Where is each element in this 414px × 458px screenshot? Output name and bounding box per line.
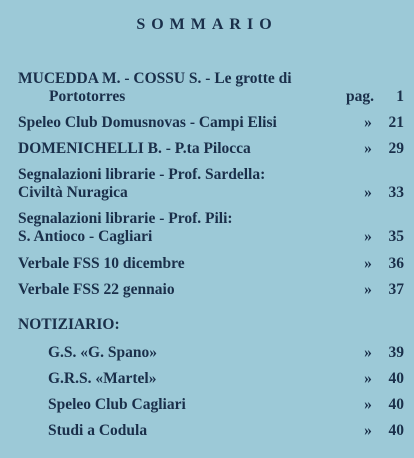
toc-entry	[18, 255, 404, 273]
toc-ditto-mark: »	[364, 396, 372, 413]
toc-ditto-mark: »	[364, 344, 372, 361]
toc-entry-title: DOMENICHELLI B. - P.ta Pilocca	[18, 140, 251, 157]
toc-entry-title: Verbale FSS 10 dicembre	[18, 255, 185, 272]
notiziario-item-title: G.R.S. «Martel»	[48, 370, 157, 387]
notiziario-item-title: G.S. «G. Spano»	[48, 344, 157, 361]
toc-ditto-mark: »	[364, 281, 372, 298]
toc-entry-title: Segnalazioni librarie - Prof. Sardella:	[18, 166, 266, 183]
toc-ditto-mark: »	[364, 228, 372, 245]
toc-entry	[18, 166, 404, 202]
toc-ditto-mark: »	[364, 140, 372, 157]
toc-entry	[18, 210, 404, 246]
toc-ditto-mark: »	[364, 370, 372, 387]
toc-page-number: 40	[388, 396, 404, 413]
notiziario-item	[48, 396, 404, 414]
toc-page-number: 21	[388, 114, 404, 131]
toc-entry	[18, 70, 404, 106]
toc-page-number: 37	[388, 281, 404, 298]
toc-page-number: 29	[388, 140, 404, 157]
toc-page-number: 40	[388, 370, 404, 387]
toc-page-prefix: pag.	[346, 88, 374, 105]
toc-entry-title: Speleo Club Domusnovas - Campi Elisi	[18, 114, 277, 131]
toc-page-number: 36	[388, 255, 404, 272]
toc-page-number: 1	[396, 88, 404, 105]
toc-entry	[18, 114, 404, 132]
toc-entry	[18, 140, 404, 158]
toc-entry-title-cont: Civiltà Nuragica	[18, 184, 128, 201]
toc-ditto-mark: »	[364, 255, 372, 272]
toc-ditto-mark: »	[364, 184, 372, 201]
toc-entry-title-cont: Portotorres	[49, 88, 126, 105]
toc-ditto-mark: »	[364, 422, 372, 439]
notiziario-item	[48, 422, 404, 440]
toc-page-number: 35	[388, 228, 404, 245]
toc-ditto-mark: »	[364, 114, 372, 131]
toc-page-number: 40	[388, 422, 404, 439]
notiziario-item	[48, 370, 404, 388]
toc-page-number: 39	[388, 344, 404, 361]
page-title: SOMMARIO	[136, 16, 278, 33]
notiziario-heading: NOTIZIARIO:	[18, 316, 120, 333]
toc-entry-title: Segnalazioni librarie - Prof. Pili:	[18, 210, 233, 227]
notiziario-item	[48, 344, 404, 362]
toc-entry-title: MUCEDDA M. - COSSU S. - Le grotte di	[18, 70, 292, 87]
notiziario-item-title: Speleo Club Cagliari	[48, 396, 186, 413]
toc-page-number: 33	[388, 184, 404, 201]
toc-entry-title: Verbale FSS 22 gennaio	[18, 281, 175, 298]
toc-entry-title-cont: S. Antioco - Cagliari	[18, 228, 153, 245]
notiziario-item-title: Studi a Codula	[48, 422, 148, 439]
toc-entry	[18, 281, 404, 299]
